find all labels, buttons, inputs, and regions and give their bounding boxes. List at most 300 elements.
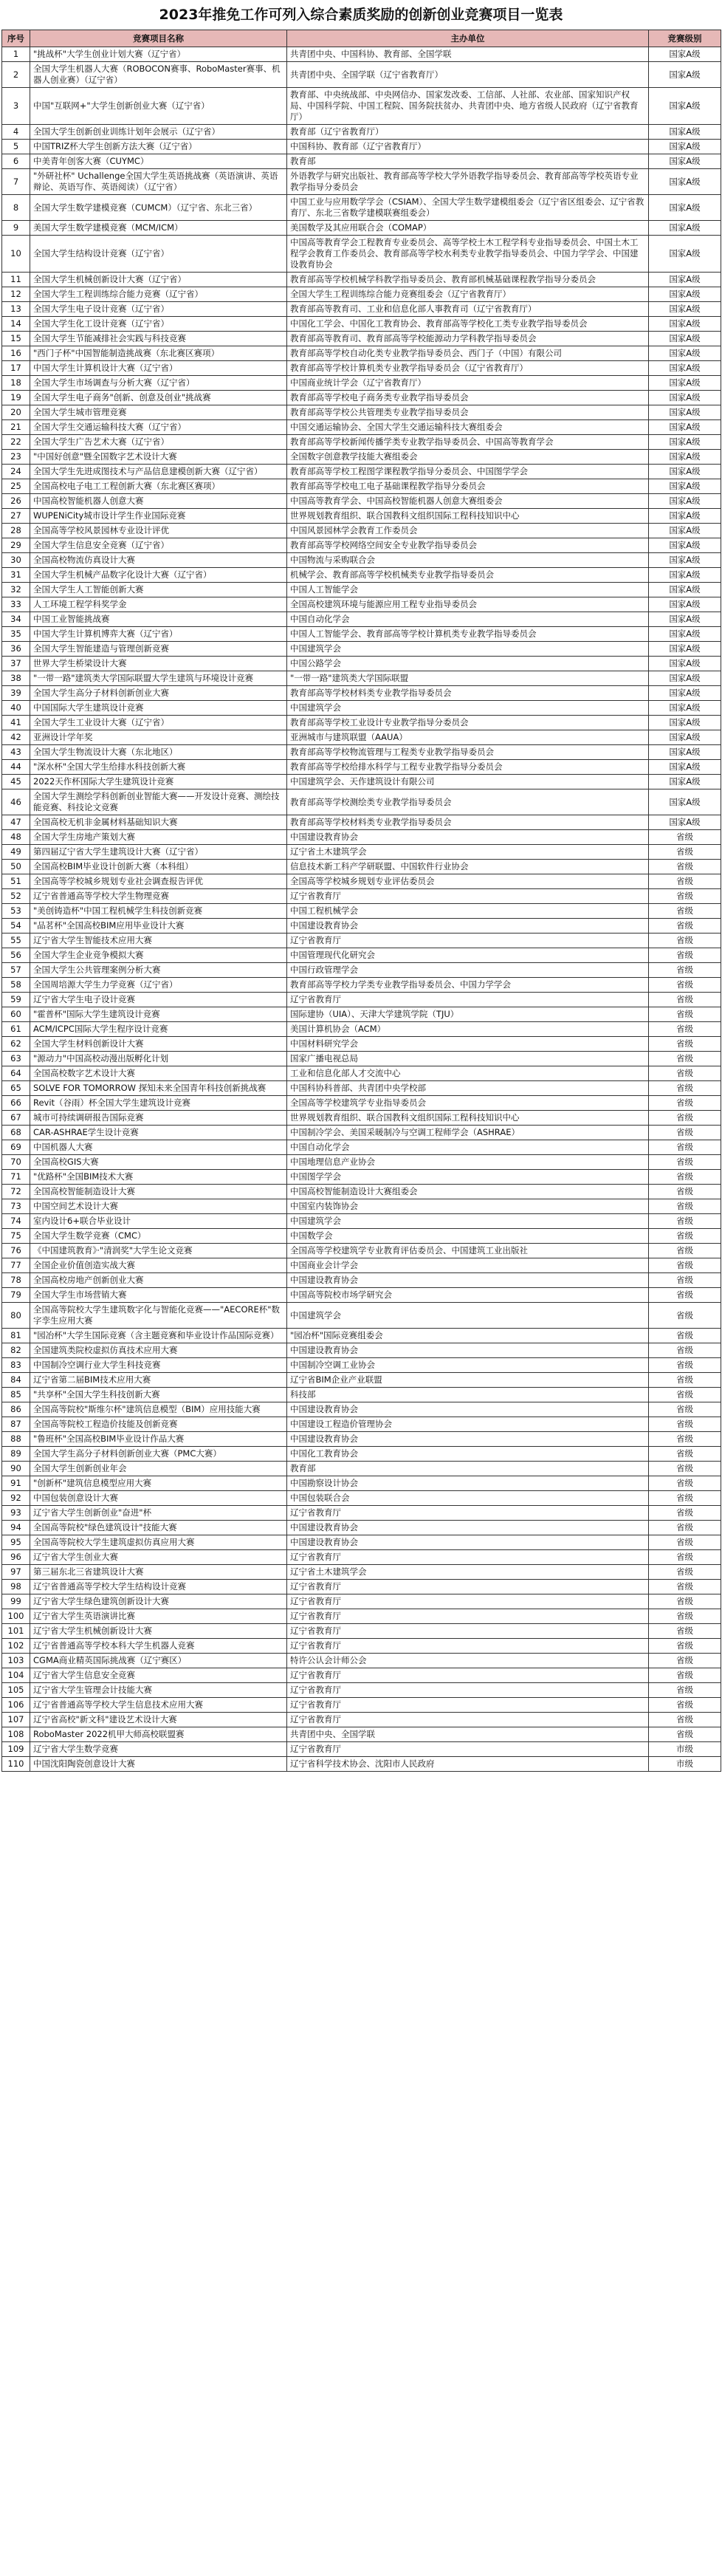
competition-name: 中国大学生计算机设计大赛（辽宁省） (30, 361, 287, 376)
competition-level: 省级 (649, 874, 721, 889)
table-row (2, 745, 721, 760)
row-number: 65 (2, 1081, 30, 1096)
row-number: 99 (2, 1594, 30, 1609)
table-row (2, 948, 721, 963)
competition-name: 全国大学生节能减排社会实践与科技竞赛 (30, 332, 287, 346)
competition-level: 国家A级 (649, 62, 721, 88)
competition-name: 中国制冷空调行业大学生科技竞赛 (30, 1358, 287, 1373)
organizer: 教育部高等学校新闻传播学类专业教学指导委员会、中国高等教育学会 (287, 435, 649, 450)
competition-level: 省级 (649, 1727, 721, 1742)
table-row (2, 934, 721, 948)
competition-name: 辽宁省大学生信息安全竞赛 (30, 1668, 287, 1683)
row-number: 46 (2, 789, 30, 815)
row-number: 4 (2, 125, 30, 140)
organizer: 中国高等教育学会、中国高校智能机器人创意大赛组委会 (287, 494, 649, 509)
organizer: 中国商业会计学会 (287, 1258, 649, 1273)
organizer: 中国风景园林学会教育工作委员会 (287, 524, 649, 538)
row-number: 81 (2, 1329, 30, 1343)
table-row (2, 1624, 721, 1639)
organizer: 教育部高等学校材料类专业教学指导委员会 (287, 686, 649, 701)
organizer: 教育部高等学校工业设计专业教学指导分委员会 (287, 716, 649, 730)
competition-name: 全国大学生电子商务"创新、创意及创业"挑战赛 (30, 391, 287, 405)
row-number: 90 (2, 1462, 30, 1476)
organizer: 教育部 (287, 154, 649, 169)
competition-level: 国家A级 (649, 465, 721, 479)
table-row (2, 860, 721, 874)
table-row (2, 597, 721, 612)
competition-name: "外研社杯" Uchallenge全国大学生英语挑战赛（英语演讲、英语辩论、英语写作、英语阅读）（辽宁省） (30, 169, 287, 195)
organizer: 中国室内装饰协会 (287, 1199, 649, 1214)
competition-name: 全国高等学校城乡规划专业社会调查报告评优 (30, 874, 287, 889)
competition-name: "鲁班杯"全国高校BIM毕业设计作品大赛 (30, 1432, 287, 1447)
competition-level: 国家A级 (649, 154, 721, 169)
organizer: 中国高等教育学会工程教育专业委员会、高等学校土木工程学科专业指导委员会、中国土木工程学会教育工作委员会、教育部高等学校水利类专业教学指导委员会、中国力学学会、中国建设教育协会 (287, 236, 649, 273)
row-number: 12 (2, 287, 30, 302)
competition-name: 辽宁省大学生创新创业"奋进"杯 (30, 1506, 287, 1521)
organizer: 辽宁省土木建筑学会 (287, 845, 649, 860)
competition-name: 中国沈阳陶瓷创意设计大赛 (30, 1757, 287, 1772)
organizer: 中国化工教育协会 (287, 1447, 649, 1462)
organizer: 美国计算机协会（ACM） (287, 1022, 649, 1037)
competition-name: 辽宁省普通高等学校大学生信息技术应用大赛 (30, 1698, 287, 1713)
competition-level: 省级 (649, 860, 721, 874)
competition-name: "园冶杯"大学生国际竞赛（含主题竞赛和毕业设计作品国际竞赛） (30, 1329, 287, 1343)
table-row (2, 1535, 721, 1550)
organizer: 中国建设教育协会 (287, 1521, 649, 1535)
row-number: 84 (2, 1373, 30, 1388)
competition-level: 国家A级 (649, 701, 721, 716)
table-row (2, 1343, 721, 1358)
competition-level: 省级 (649, 1698, 721, 1713)
organizer: 工业和信息化部人才交流中心 (287, 1066, 649, 1081)
table-row (2, 1506, 721, 1521)
row-number: 74 (2, 1214, 30, 1229)
table-row (2, 1007, 721, 1022)
competition-name: "优路杯"全国BIM技术大赛 (30, 1170, 287, 1185)
competition-name: 中美青年创客大赛（CUYMC） (30, 154, 287, 169)
competition-level: 省级 (649, 1624, 721, 1639)
organizer: 辽宁省教育厅 (287, 1624, 649, 1639)
table-row (2, 1170, 721, 1185)
competition-name: 全国周培源大学生力学竞赛（辽宁省） (30, 978, 287, 993)
table-row (2, 479, 721, 494)
row-number: 58 (2, 978, 30, 993)
table-row (2, 1258, 721, 1273)
competition-level: 省级 (649, 934, 721, 948)
organizer: 中国制冷空调工业协会 (287, 1358, 649, 1373)
organizer: 全国高校建筑环境与能源应用工程专业指导委员会 (287, 597, 649, 612)
organizer: 中国制冷学会、美国采暖制冷与空调工程师学会（ASHRAE） (287, 1126, 649, 1140)
row-number: 108 (2, 1727, 30, 1742)
row-number: 9 (2, 221, 30, 236)
organizer: 辽宁省教育厅 (287, 1609, 649, 1624)
competition-name: 辽宁省普通高等学校本科大学生机器人竞赛 (30, 1639, 287, 1654)
row-number: 98 (2, 1580, 30, 1594)
table-row (2, 1037, 721, 1052)
competition-name: "中国好创意"暨全国数字艺术设计大赛 (30, 450, 287, 465)
competition-level: 国家A级 (649, 509, 721, 524)
competition-name: 全国企业价值创造实战大赛 (30, 1258, 287, 1273)
table-row (2, 435, 721, 450)
competition-name: 人工环境工程学科奖学金 (30, 597, 287, 612)
table-row (2, 1140, 721, 1155)
organizer: "园冶杯"国际竞赛组委会 (287, 1329, 649, 1343)
table-row (2, 760, 721, 775)
organizer: 教育部高等教育司、工业和信息化部人事教育司（辽宁省教育厅） (287, 302, 649, 317)
header-level: 竞赛级别 (649, 30, 721, 47)
table-row (2, 1654, 721, 1668)
competition-level: 国家A级 (649, 789, 721, 815)
organizer: 中国化工学会、中国化工教育协会、教育部高等学校化工类专业教学指导委员会 (287, 317, 649, 332)
competition-name: SOLVE FOR TOMORROW 探知未来全国青年科技创新挑战赛 (30, 1081, 287, 1096)
competition-level: 省级 (649, 919, 721, 934)
row-number: 82 (2, 1343, 30, 1358)
table-row (2, 1565, 721, 1580)
competition-name: 全国大学生智能建造与管理创新竞赛 (30, 642, 287, 657)
table-row (2, 332, 721, 346)
competition-level: 省级 (649, 1506, 721, 1521)
competition-name: CGMA商业精英国际挑战赛（辽宁赛区） (30, 1654, 287, 1668)
competition-name: 全国高校房地产创新创业大赛 (30, 1273, 287, 1288)
competition-level: 省级 (649, 1329, 721, 1343)
row-number: 20 (2, 405, 30, 420)
competition-level: 国家A级 (649, 745, 721, 760)
organizer: 辽宁省教育厅 (287, 1594, 649, 1609)
competition-level: 省级 (649, 1037, 721, 1052)
competition-level: 省级 (649, 1580, 721, 1594)
organizer: 中国行政管理学会 (287, 963, 649, 978)
row-number: 67 (2, 1111, 30, 1126)
row-number: 2 (2, 62, 30, 88)
row-number: 102 (2, 1639, 30, 1654)
competition-level: 国家A级 (649, 583, 721, 597)
row-number: 5 (2, 140, 30, 154)
table-row (2, 361, 721, 376)
competition-level: 国家A级 (649, 553, 721, 568)
table-row (2, 154, 721, 169)
competition-name: 全国大学生先进成图技术与产品信息建模创新大赛（辽宁省） (30, 465, 287, 479)
organizer: 中国交通运输协会、全国大学生交通运输科技大赛组委会 (287, 420, 649, 435)
organizer: 中国商业统计学会（辽宁省教育厅） (287, 376, 649, 391)
organizer: 中国图学学会 (287, 1170, 649, 1185)
competition-name: 中国国际大学生建筑设计竞赛 (30, 701, 287, 716)
competition-level: 省级 (649, 904, 721, 919)
row-number: 95 (2, 1535, 30, 1550)
row-number: 73 (2, 1199, 30, 1214)
competition-name: "霍普杯"国际大学生建筑设计竞赛 (30, 1007, 287, 1022)
competition-name: "创新杯"建筑信息模型应用大赛 (30, 1476, 287, 1491)
competition-name: "共享杯"全国大学生科技创新大赛 (30, 1388, 287, 1402)
competition-name: 全国大学生信息安全竞赛（辽宁省） (30, 538, 287, 553)
competition-name: ACM/ICPC国际大学生程序设计竞赛 (30, 1022, 287, 1037)
competition-level: 省级 (649, 1402, 721, 1417)
organizer: 特许公认会计师公会 (287, 1654, 649, 1668)
table-row (2, 420, 721, 435)
competition-level: 省级 (649, 1654, 721, 1668)
competition-name: 全国大学生高分子材料创新创业大赛（PMC大赛） (30, 1447, 287, 1462)
organizer: 中国高等院校市场学研究会 (287, 1288, 649, 1303)
organizer: 辽宁省教育厅 (287, 934, 649, 948)
organizer: 信息技术新工科产学研联盟、中国软件行业协会 (287, 860, 649, 874)
competition-level: 省级 (649, 978, 721, 993)
competition-level: 国家A级 (649, 302, 721, 317)
row-number: 7 (2, 169, 30, 195)
organizer: 辽宁省教育厅 (287, 1683, 649, 1698)
competition-level: 国家A级 (649, 716, 721, 730)
competition-level: 国家A级 (649, 686, 721, 701)
competition-level: 国家A级 (649, 420, 721, 435)
competition-level: 省级 (649, 1432, 721, 1447)
table-row (2, 1742, 721, 1757)
competition-name: 全国高校BIM毕业设计创新大赛（本科组） (30, 860, 287, 874)
row-number: 35 (2, 627, 30, 642)
competition-level: 市级 (649, 1757, 721, 1772)
organizer: 中国人工智能学会 (287, 583, 649, 597)
row-number: 93 (2, 1506, 30, 1521)
table-row (2, 405, 721, 420)
table-row (2, 391, 721, 405)
table-header (2, 30, 721, 47)
competition-name: 全国高校无机非金属材料基础知识大赛 (30, 815, 287, 830)
row-number: 78 (2, 1273, 30, 1288)
table-row (2, 889, 721, 904)
competition-level: 省级 (649, 1476, 721, 1491)
row-number: 19 (2, 391, 30, 405)
competition-name: 中国工业智能挑战赛 (30, 612, 287, 627)
table-row (2, 317, 721, 332)
table-row (2, 993, 721, 1007)
competition-name: 2022天作杯国际大学生建筑设计竞赛 (30, 775, 287, 789)
row-number: 55 (2, 934, 30, 948)
row-number: 23 (2, 450, 30, 465)
row-number: 91 (2, 1476, 30, 1491)
competition-name: 全国大学生工程训练综合能力竞赛（辽宁省） (30, 287, 287, 302)
row-number: 56 (2, 948, 30, 963)
organizer: 国际建协（UIA）、天津大学建筑学院（TJU） (287, 1007, 649, 1022)
organizer: 教育部高等学校给排水科学与工程专业教学指导分委员会 (287, 760, 649, 775)
row-number: 6 (2, 154, 30, 169)
table-row (2, 686, 721, 701)
competition-level: 省级 (649, 1462, 721, 1476)
table-row (2, 1668, 721, 1683)
organizer: 共青团中央、中国科协、教育部、全国学联 (287, 47, 649, 62)
row-number: 60 (2, 1007, 30, 1022)
competition-name: "一带一路"建筑类大学国际联盟大学生建筑与环境设计竞赛 (30, 671, 287, 686)
table-row (2, 1022, 721, 1037)
competition-name: 全国高校物流仿真设计大赛 (30, 553, 287, 568)
competition-level: 国家A级 (649, 538, 721, 553)
table-row (2, 1096, 721, 1111)
competition-table (1, 30, 721, 1772)
table-row (2, 169, 721, 195)
competition-name: 全国大学生化工设计竞赛（辽宁省） (30, 317, 287, 332)
competition-name: 美国大学生数学建模竞赛（MCM/ICM） (30, 221, 287, 236)
row-number: 109 (2, 1742, 30, 1757)
organizer: 中国自动化学会 (287, 1140, 649, 1155)
table-row (2, 657, 721, 671)
organizer: 科技部 (287, 1388, 649, 1402)
table-row (2, 553, 721, 568)
competition-level: 省级 (649, 1521, 721, 1535)
competition-level: 国家A级 (649, 524, 721, 538)
table-row (2, 568, 721, 583)
organizer: 世界规划教育组织、联合国教科文组织国际工程科技知识中心 (287, 1111, 649, 1126)
competition-name: 《中国建筑教育》·"清润奖"大学生论文竞赛 (30, 1244, 287, 1258)
row-number: 13 (2, 302, 30, 317)
competition-name: 全国大学生电子设计竞赛（辽宁省） (30, 302, 287, 317)
organizer: 教育部（辽宁省教育厅） (287, 125, 649, 140)
competition-level: 国家A级 (649, 775, 721, 789)
competition-level: 国家A级 (649, 346, 721, 361)
row-number: 42 (2, 730, 30, 745)
organizer: 辽宁省教育厅 (287, 1742, 649, 1757)
table-row (2, 1698, 721, 1713)
competition-level: 省级 (649, 1388, 721, 1402)
competition-name: 全国大学生人工智能创新大赛 (30, 583, 287, 597)
competition-level: 省级 (649, 1343, 721, 1358)
competition-name: 全国大学生物流设计大赛（东北地区） (30, 745, 287, 760)
table-row (2, 376, 721, 391)
competition-level: 省级 (649, 1214, 721, 1229)
row-number: 64 (2, 1066, 30, 1081)
header-organizer: 主办单位 (287, 30, 649, 47)
row-number: 22 (2, 435, 30, 450)
competition-name: RoboMaster 2022机甲大师高校联盟赛 (30, 1727, 287, 1742)
competition-name: 亚洲设计学年奖 (30, 730, 287, 745)
row-number: 14 (2, 317, 30, 332)
competition-name: 室内设计6+联合毕业设计 (30, 1214, 287, 1229)
competition-name: 辽宁省高校"新文科"建设艺术设计大赛 (30, 1713, 287, 1727)
organizer: 中国高校智能制造设计大赛组委会 (287, 1185, 649, 1199)
competition-level: 国家A级 (649, 88, 721, 125)
competition-name: 全国大学生创新创业年会 (30, 1462, 287, 1476)
table-row (2, 494, 721, 509)
competition-level: 省级 (649, 1185, 721, 1199)
row-number: 37 (2, 657, 30, 671)
competition-level: 省级 (649, 1052, 721, 1066)
competition-name: "挑战杯"大学生创业计划大赛（辽宁省） (30, 47, 287, 62)
competition-name: 中国TRIZ杯大学生创新方法大赛（辽宁省） (30, 140, 287, 154)
row-number: 36 (2, 642, 30, 657)
row-number: 15 (2, 332, 30, 346)
competition-name: 全国高等学校风景园林专业设计评优 (30, 524, 287, 538)
table-row (2, 221, 721, 236)
competition-level: 省级 (649, 1140, 721, 1155)
competition-level: 国家A级 (649, 760, 721, 775)
competition-name: 中国空间艺术设计大赛 (30, 1199, 287, 1214)
competition-level: 国家A级 (649, 195, 721, 221)
table-row (2, 1402, 721, 1417)
competition-name: 全国大学生数学竞赛（CMC） (30, 1229, 287, 1244)
competition-level: 省级 (649, 993, 721, 1007)
competition-name: 全国高等院校大学生建筑数字化与智能化竞赛——"AECORE杯"数字孪生应用大赛 (30, 1303, 287, 1329)
competition-name: 辽宁省大学生数学竞赛 (30, 1742, 287, 1757)
organizer: 全国高等学校建筑学专业指导委员会 (287, 1096, 649, 1111)
organizer: 中国建设教育协会 (287, 1432, 649, 1447)
competition-name: 辽宁省大学生英语演讲比赛 (30, 1609, 287, 1624)
competition-level: 国家A级 (649, 236, 721, 273)
row-number: 11 (2, 273, 30, 287)
competition-level: 省级 (649, 1258, 721, 1273)
competition-level: 省级 (649, 1022, 721, 1037)
row-number: 3 (2, 88, 30, 125)
organizer: 教育部高等学校自动化类专业教学指导委员会、西门子（中国）有限公司 (287, 346, 649, 361)
competition-name: "深水杯"全国大学生给排水科技创新大赛 (30, 760, 287, 775)
row-number: 52 (2, 889, 30, 904)
table-row (2, 346, 721, 361)
table-row (2, 845, 721, 860)
organizer: 辽宁省土木建筑学会 (287, 1565, 649, 1580)
organizer: 辽宁省BIM企业产业联盟 (287, 1373, 649, 1388)
competition-name: 城市可持续调研报告国际竞赛 (30, 1111, 287, 1126)
organizer: 机械学会、教育部高等学校机械类专业教学指导委员会 (287, 568, 649, 583)
table-row (2, 642, 721, 657)
organizer: 教育部高等学校公共管理类专业教学指导委员会 (287, 405, 649, 420)
row-number: 25 (2, 479, 30, 494)
organizer: 辽宁省教育厅 (287, 1580, 649, 1594)
organizer: 外语教学与研究出版社、教育部高等学校大学外语教学指导委员会、教育部高等学校英语专业教学指导分委员会 (287, 169, 649, 195)
row-number: 110 (2, 1757, 30, 1772)
organizer: 辽宁省科学技术协会、沈阳市人民政府 (287, 1757, 649, 1772)
organizer: 中国材料研究学会 (287, 1037, 649, 1052)
organizer: 中国公路学会 (287, 657, 649, 671)
organizer: 中国物流与采购联合会 (287, 553, 649, 568)
row-number: 66 (2, 1096, 30, 1111)
table-row (2, 1727, 721, 1742)
row-number: 104 (2, 1668, 30, 1683)
table-row (2, 1155, 721, 1170)
table-row (2, 1329, 721, 1343)
competition-name: 第四届辽宁省大学生建筑设计大赛（辽宁省） (30, 845, 287, 860)
organizer: 中国工业与应用数学学会（CSIAM）、全国大学生数学建模组委会（辽宁省区组委会、辽宁省教育厅、东北三省数学建模联赛组委会） (287, 195, 649, 221)
competition-name: 全国高等院校"斯维尔杯"建筑信息模型（BIM）应用技能大赛 (30, 1402, 287, 1417)
row-number: 30 (2, 553, 30, 568)
organizer: 全国高等学校建筑学专业教育评估委员会、中国建筑工业出版社 (287, 1244, 649, 1258)
organizer: 辽宁省教育厅 (287, 1550, 649, 1565)
competition-level: 国家A级 (649, 317, 721, 332)
competition-name: 全国大学生机械创新设计大赛（辽宁省） (30, 273, 287, 287)
organizer: 教育部高等学校电工电子基础课程教学指导分委员会 (287, 479, 649, 494)
competition-level: 国家A级 (649, 273, 721, 287)
table-row (2, 1373, 721, 1388)
row-number: 16 (2, 346, 30, 361)
row-number: 39 (2, 686, 30, 701)
organizer: 教育部高等学校材料类专业教学指导委员会 (287, 815, 649, 830)
competition-level: 国家A级 (649, 450, 721, 465)
organizer: "一带一路"建筑类大学国际联盟 (287, 671, 649, 686)
table-row (2, 963, 721, 978)
row-number: 49 (2, 845, 30, 860)
table-row (2, 1757, 721, 1772)
table-row (2, 140, 721, 154)
organizer: 中国建设教育协会 (287, 1402, 649, 1417)
table-row (2, 716, 721, 730)
table-row (2, 450, 721, 465)
competition-name: Revit（谷雨）杯全国大学生建筑设计竞赛 (30, 1096, 287, 1111)
competition-level: 省级 (649, 1199, 721, 1214)
competition-level: 国家A级 (649, 332, 721, 346)
competition-level: 省级 (649, 1273, 721, 1288)
competition-level: 国家A级 (649, 47, 721, 62)
table-row (2, 1580, 721, 1594)
table-row (2, 1214, 721, 1229)
row-number: 29 (2, 538, 30, 553)
row-number: 53 (2, 904, 30, 919)
table-row (2, 1229, 721, 1244)
table-row (2, 1491, 721, 1506)
competition-level: 省级 (649, 1244, 721, 1258)
competition-name: 全国大学生机器人大赛（ROBOCON赛事、RoboMaster赛事、机器人创业赛）（辽宁省） (30, 62, 287, 88)
